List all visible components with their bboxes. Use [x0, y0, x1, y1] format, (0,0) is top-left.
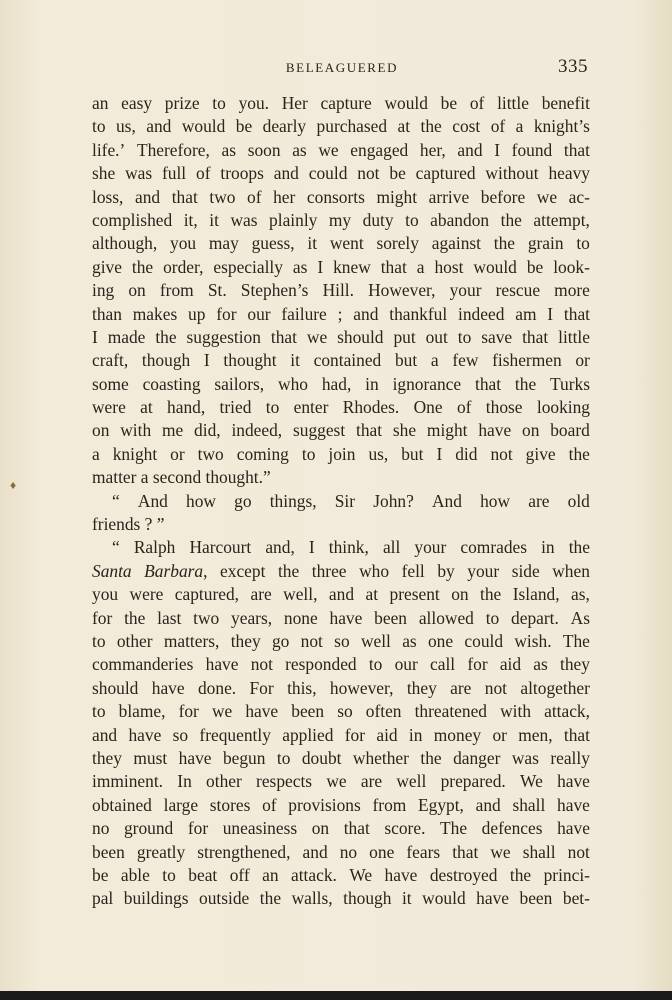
text-line: matter a second thought.”	[92, 467, 271, 488]
text-line: “ Ralph Harcourt and, I think, all your comrades in the	[112, 537, 590, 558]
text-line: an easy prize to you. Her capture would be of little benefit	[92, 93, 590, 113]
text-line: pal buildings outside the walls, though it would have been bet-	[92, 888, 590, 909]
page-number: 335	[558, 56, 588, 77]
text-line: be able to beat off an attack. We have destroyed the princi-	[92, 864, 590, 885]
text-line: to other matters, they go not so well as one could wish. The	[92, 630, 590, 651]
running-title: BELEAGUERED	[285, 60, 399, 75]
text-line: complished it, it was plainly my duty to abandon the attempt,	[92, 209, 590, 230]
text-line: I made the suggestion that we should put out to save that little	[92, 326, 590, 347]
text-line: she was full of troops and could not be captured without heavy	[92, 163, 590, 184]
text-line: some coasting sailors, who had, in ignorance that the Turks	[92, 373, 590, 394]
text-line: ing on from St. Stephen’s Hill. However, your rescue more	[92, 280, 590, 301]
text-line: imminent. In other respects we are well prepared. We have	[92, 771, 590, 792]
margin-mark: ♦	[10, 478, 17, 492]
text-line: a knight or two coming to join us, but I did not give the	[92, 443, 590, 464]
text-line: you were captured, are well, and at present on the Island, as,	[92, 584, 590, 605]
text-line: to blame, for we have been so often threatened with attack,	[92, 701, 590, 722]
text-line: loss, and that two of her consorts might arrive before we ac-	[92, 186, 590, 207]
text-line: to us, and would be dearly purchased at the cost of a knight’s	[92, 116, 590, 137]
text-line: give the order, especially as I knew that a host would be look-	[92, 256, 590, 277]
text-line: craft, though I thought it contained but a few fishermen or	[92, 350, 590, 371]
text-line: on with me did, indeed, suggest that she might have on board	[92, 420, 590, 441]
text-line: been greatly strengthened, and no one fears that we shall not	[92, 841, 590, 862]
text-line: life.’ Therefore, as soon as we engaged her, and I found that	[92, 139, 590, 160]
text-line: although, you may guess, it went sorely against the grain to	[92, 233, 590, 254]
text-line: obtained large stores of provisions from Egypt, and shall have	[92, 794, 590, 815]
text-line: than makes up for our failure ; and thankful indeed am I that	[92, 303, 590, 324]
text-line: “ And how go things, Sir John? And how are old	[112, 490, 590, 511]
text-line: friends ? ”	[92, 514, 165, 535]
text-line: were at hand, tried to enter Rhodes. One of those looking	[92, 397, 590, 418]
text-line: they must have begun to doubt whether the danger was really	[92, 747, 590, 768]
page-bottom-edge	[0, 991, 672, 1000]
running-head	[92, 58, 592, 82]
text-line: no ground for uneasiness on that score. The defences have	[92, 818, 590, 839]
text-line: should have done. For this, however, they are not altogether	[92, 677, 590, 698]
text-line: Santa Barbara, except the three who fell by your side when	[92, 560, 590, 581]
body-text	[92, 92, 590, 911]
text-line: for the last two years, none have been allowed to depart. As	[92, 607, 590, 628]
text-line: commanderies have not responded to our call for aid as they	[92, 654, 590, 675]
text-line: and have so frequently applied for aid in money or men, that	[92, 724, 590, 745]
